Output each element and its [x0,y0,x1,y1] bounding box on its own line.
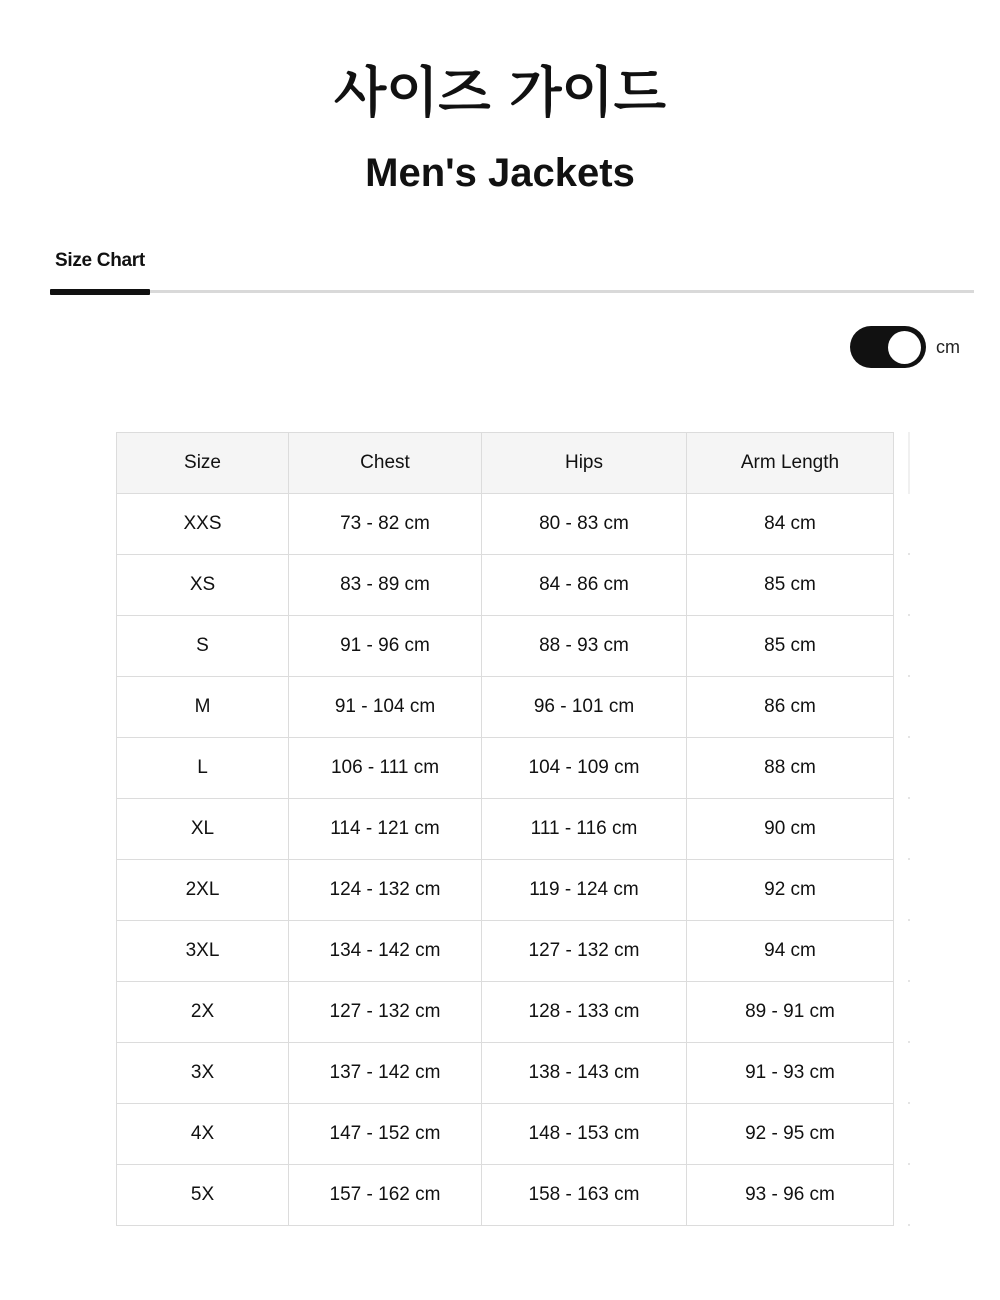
size-cell: XL [117,799,289,860]
measurement-cell: 111 - 116 cm [482,799,687,860]
tab-size-chart[interactable] [50,240,150,295]
measurement-cell: 84 - 86 cm [482,555,687,616]
measurement-cell: 92 cm [687,860,894,921]
measurement-cell: 157 - 162 cm [289,1165,482,1226]
measurement-cell: 85 cm [687,555,894,616]
measurement-cell: 92 - 95 cm [687,1104,894,1165]
table-header-row [117,433,894,494]
measurement-cell: 86 cm [687,677,894,738]
size-cell: S [117,616,289,677]
measurement-cell: 96 - 101 cm [482,677,687,738]
table-row [117,860,894,921]
table-row [117,1165,894,1226]
size-cell: 2XL [117,860,289,921]
measurement-cell: 88 cm [687,738,894,799]
measurement-cell: 158 - 163 cm [482,1165,687,1226]
size-cell: 3X [117,1043,289,1104]
measurement-cell: 85 cm [687,616,894,677]
measurement-cell: 80 - 83 cm [482,494,687,555]
size-cell: L [117,738,289,799]
measurement-cell: 128 - 133 cm [482,982,687,1043]
size-cell: XXS [117,494,289,555]
measurement-cell: 104 - 109 cm [482,738,687,799]
measurement-cell: 89 - 91 cm [687,982,894,1043]
measurement-cell: 93 - 96 cm [687,1165,894,1226]
column-header: Size [117,433,289,494]
measurement-cell: 84 cm [687,494,894,555]
measurement-cell: 138 - 143 cm [482,1043,687,1104]
table-scroll-edge [908,432,910,494]
table-row [117,982,894,1043]
toggle-knob [888,331,921,364]
measurement-cell: 83 - 89 cm [289,555,482,616]
size-cell: 4X [117,1104,289,1165]
table-row [117,799,894,860]
unit-toggle-switch[interactable] [850,326,926,368]
measurement-cell: 73 - 82 cm [289,494,482,555]
measurement-cell: 88 - 93 cm [482,616,687,677]
measurement-cell: 91 - 104 cm [289,677,482,738]
tab-bar [50,240,974,296]
tab-size-chart-label: Size Chart [55,250,145,271]
column-header: Hips [482,433,687,494]
size-cell: 3XL [117,921,289,982]
size-cell: XS [117,555,289,616]
page-title: 사이즈 가이드 [334,61,666,124]
table-row [117,738,894,799]
measurement-cell: 148 - 153 cm [482,1104,687,1165]
tab-divider [50,290,974,293]
table-row [117,616,894,677]
size-table-container [116,432,894,1226]
column-header: Chest [289,433,482,494]
table-row [117,494,894,555]
table-row [117,677,894,738]
size-chart-table [116,432,894,1226]
measurement-cell: 124 - 132 cm [289,860,482,921]
measurement-cell: 91 - 93 cm [687,1043,894,1104]
table-row [117,1104,894,1165]
size-cell: M [117,677,289,738]
measurement-cell: 134 - 142 cm [289,921,482,982]
unit-toggle-label: cm [936,337,960,357]
measurement-cell: 147 - 152 cm [289,1104,482,1165]
column-header: Arm Length [687,433,894,494]
size-cell: 2X [117,982,289,1043]
active-tab-indicator [50,289,150,295]
measurement-cell: 119 - 124 cm [482,860,687,921]
table-scroll-edge-lines [908,494,910,1226]
measurement-cell: 106 - 111 cm [289,738,482,799]
measurement-cell: 137 - 142 cm [289,1043,482,1104]
table-body [117,494,894,1226]
measurement-cell: 91 - 96 cm [289,616,482,677]
table-row [117,921,894,982]
category-subtitle: Men's Jackets [365,151,635,195]
measurement-cell: 127 - 132 cm [289,982,482,1043]
measurement-cell: 127 - 132 cm [482,921,687,982]
table-row [117,1043,894,1104]
measurement-cell: 94 cm [687,921,894,982]
unit-toggle [850,326,970,370]
measurement-cell: 114 - 121 cm [289,799,482,860]
table-row [117,555,894,616]
size-cell: 5X [117,1165,289,1226]
measurement-cell: 90 cm [687,799,894,860]
